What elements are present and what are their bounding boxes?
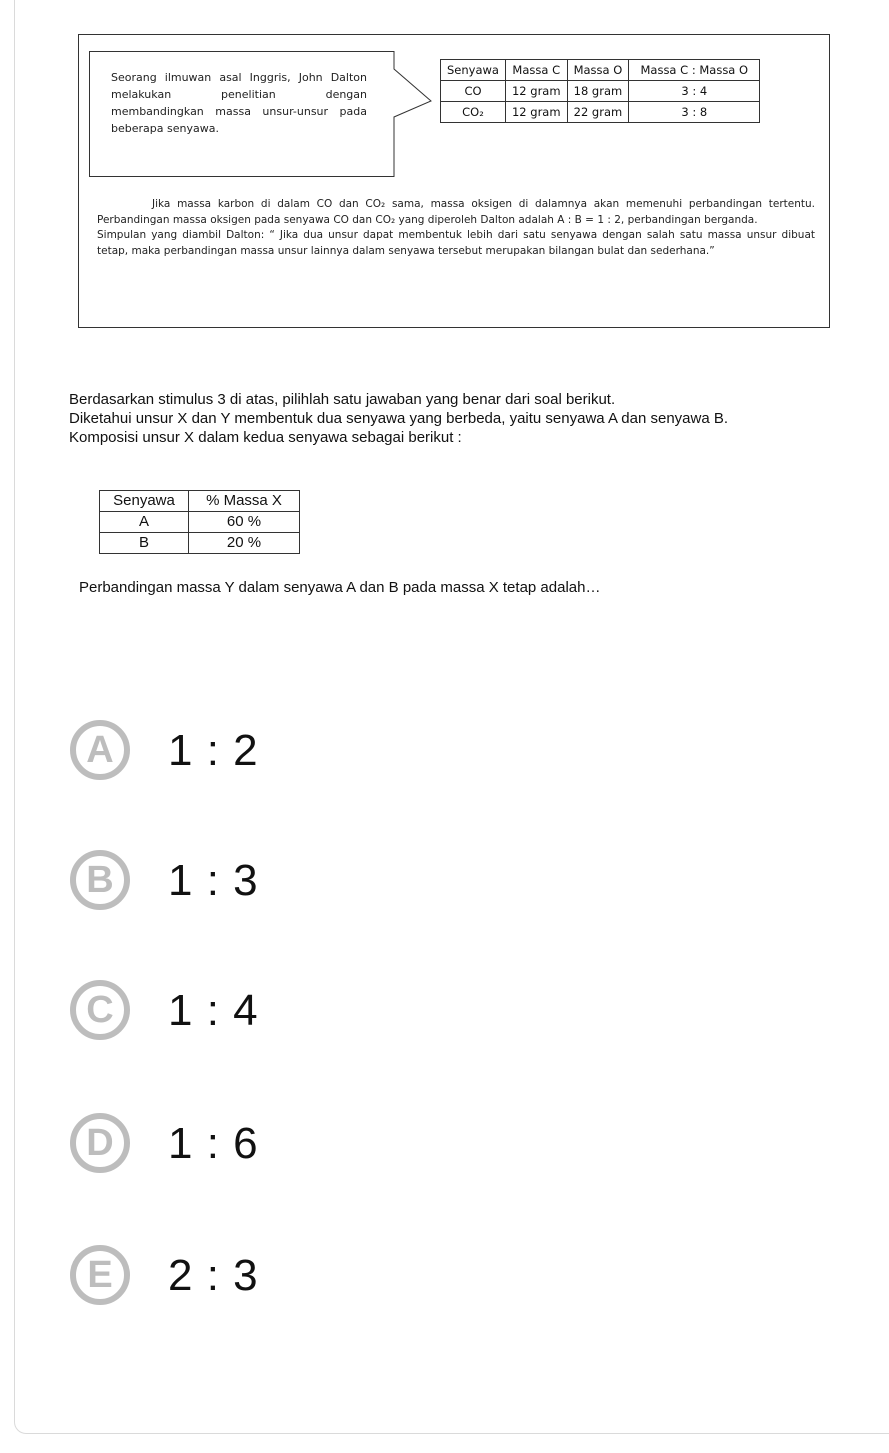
header-cell: % Massa X — [189, 491, 300, 512]
stimulus-box — [78, 34, 830, 328]
header-cell: Senyawa — [100, 491, 189, 512]
dalton-table — [440, 59, 760, 123]
table-row — [441, 102, 760, 123]
table-cell: 12 gram — [505, 102, 567, 123]
header-cell: Senyawa — [441, 60, 506, 81]
table-cell: 18 gram — [567, 81, 629, 102]
question-prompt: Perbandingan massa Y dalam senyawa A dan B pada massa X tetap adalah… — [79, 579, 601, 596]
header-cell: Massa C : Massa O — [629, 60, 760, 81]
header-cell: Massa O — [567, 60, 629, 81]
option-letter-badge: D — [70, 1113, 130, 1173]
option-text: 1 : 2 — [168, 726, 259, 775]
callout-text: Seorang ilmuwan asal Inggris, John Dalton melakukan penelitian dengan membandingkan massa unsur-unsur pada beberapa senyawa. — [111, 71, 367, 135]
composition-table — [99, 490, 300, 554]
option-letter-badge: A — [70, 720, 130, 780]
table-cell: B — [100, 533, 189, 554]
callout-box — [89, 51, 395, 175]
table-cell: 22 gram — [567, 102, 629, 123]
option-letter-badge: B — [70, 850, 130, 910]
question-text — [69, 390, 859, 447]
option-d[interactable] — [70, 1113, 470, 1185]
question-line-1: Berdasarkan stimulus 3 di atas, pilihlah satu jawaban yang benar dari soal berikut. — [69, 391, 616, 408]
option-letter-badge: E — [70, 1245, 130, 1305]
option-text: 1 : 4 — [168, 986, 259, 1035]
option-e[interactable] — [70, 1245, 470, 1317]
table-cell: CO₂ — [441, 102, 506, 123]
question-line-2: Diketahui unsur X dan Y membentuk dua senyawa yang berbeda, yaitu senyawa A dan senyawa B. — [69, 410, 729, 427]
table-row — [441, 81, 760, 102]
table-cell: 3 : 8 — [629, 102, 760, 123]
dalton-table-header — [441, 60, 760, 81]
table-cell: 60 % — [189, 512, 300, 533]
stimulus-paragraph-1: Jika massa karbon di dalam CO dan CO₂ sama, massa oksigen di dalamnya akan memenuhi perbandingan tertentu. Perbandingan massa oksigen pada senyawa CO dan CO₂ yang diperoleh Dalton adalah A : B = 1 : 2, perbandingan berganda. — [97, 198, 815, 226]
stimulus-paragraph-2: Simpulan yang diambil Dalton: “ Jika dua unsur dapat membentuk lebih dari satu senyawa dengan salah satu massa unsur dibuat tetap, maka perbandingan massa unsur lainnya dalam senyawa tersebut merupakan bilangan bulat dan sederhana.” — [97, 229, 815, 257]
table-cell: A — [100, 512, 189, 533]
option-text: 1 : 3 — [168, 856, 259, 905]
question-line-3: Komposisi unsur X dalam kedua senyawa sebagai berikut : — [69, 429, 462, 446]
header-cell: Massa C — [505, 60, 567, 81]
option-c[interactable] — [70, 980, 470, 1052]
option-letter-badge: C — [70, 980, 130, 1040]
table-cell: 12 gram — [505, 81, 567, 102]
table-row — [100, 512, 300, 533]
stimulus-paragraphs — [97, 197, 815, 259]
composition-table-header — [100, 491, 300, 512]
table-row — [100, 533, 300, 554]
option-b[interactable] — [70, 850, 470, 922]
table-cell: CO — [441, 81, 506, 102]
table-cell: 20 % — [189, 533, 300, 554]
table-cell: 3 : 4 — [629, 81, 760, 102]
option-text: 1 : 6 — [168, 1119, 259, 1168]
option-text: 2 : 3 — [168, 1251, 259, 1300]
option-a[interactable] — [70, 720, 470, 792]
